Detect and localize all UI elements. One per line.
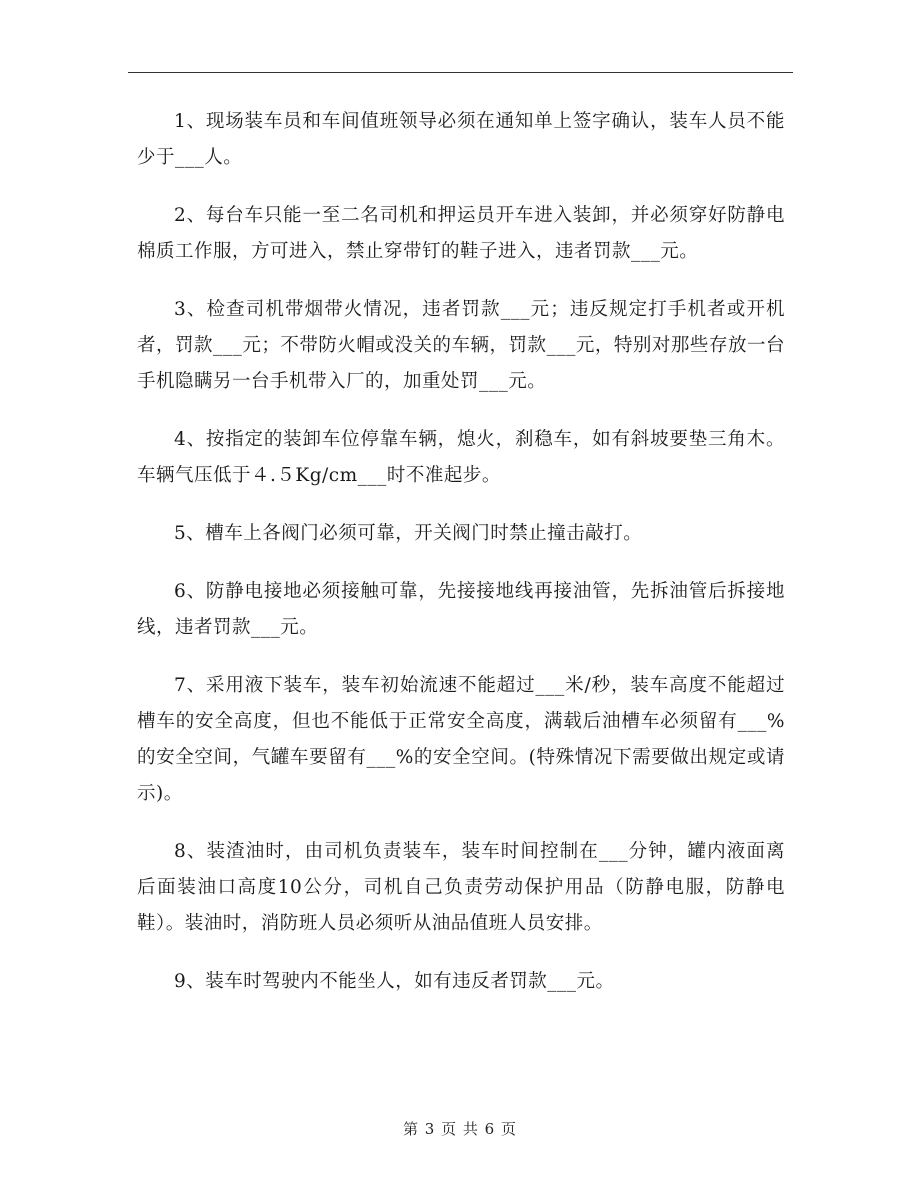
- rule-paragraph-3: 3、检查司机带烟带火情况，违者罚款___元；违反规定打手机者或开机者，罚款___元；不带防火帽或没关的车辆，罚款___元，特别对那些存放一台手机隐瞒另一台手机带入厂的，加重处罚___元。: [137, 299, 785, 392]
- rule-paragraph-1: 1、现场装车员和车间值班领导必须在通知单上签字确认，装车人员不能少于___人。: [137, 111, 785, 168]
- rule-paragraph-4: 4、按指定的装卸车位停靠车辆，熄火，刹稳车，如有斜坡要垫三角木。车辆气压低于４.５Kg/cm___时不准起步。: [137, 429, 785, 486]
- header-rule: [128, 72, 793, 73]
- rule-paragraph-7: 7、采用液下装车，装车初始流速不能超过___米/秒，装车高度不能超过槽车的安全高度，但也不能低于正常安全高度，满载后油槽车必须留有___%的安全空间，气罐车要留有___%的安全空间。(特殊情况下需要做出规定或请示)。: [137, 675, 785, 804]
- document-body: [137, 104, 785, 1022]
- rule-paragraph-8: 8、装渣油时，由司机负责装车，装车时间控制在___分钟，罐内液面离后面装油口高度10公分，司机自己负责劳动保护用品（防静电服，防静电鞋）。装油时，消防班人员必须听从油品值班人员安排。: [137, 841, 785, 934]
- rule-paragraph-5: 5、槽车上各阀门必须可靠，开关阀门时禁止撞击敲打。: [174, 523, 643, 544]
- rule-paragraph-6: 6、防静电接地必须接触可靠，先接接地线再接油管，先拆油管后拆接地线，违者罚款___元。: [137, 581, 785, 638]
- rule-paragraph-9: 9、装车时驾驶内不能坐人，如有违反者罚款___元。: [174, 971, 615, 992]
- rule-paragraph-2: 2、每台车只能一至二名司机和押运员开车进入装卸，并必须穿好防静电棉质工作服，方可进入，禁止穿带钉的鞋子进入，违者罚款___元。: [137, 205, 785, 262]
- page-number-footer: 第 3 页 共 6 页: [403, 1120, 517, 1138]
